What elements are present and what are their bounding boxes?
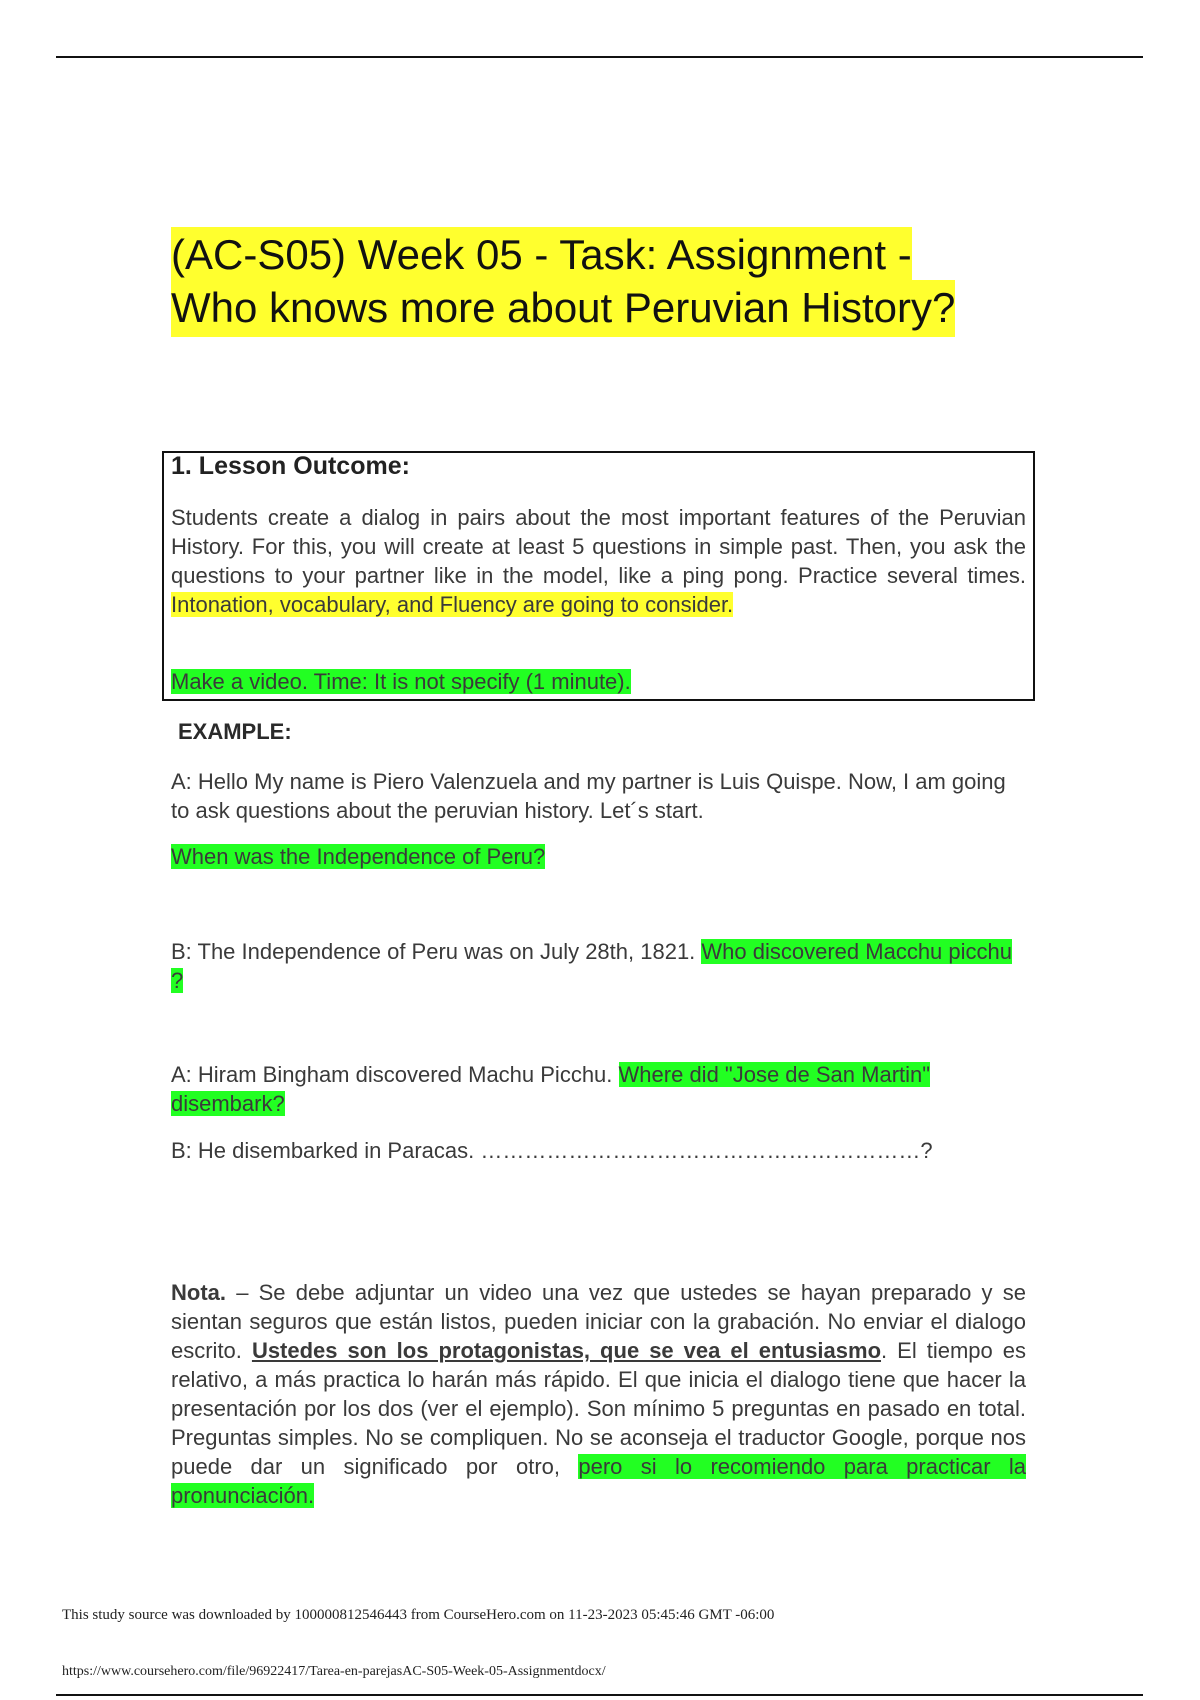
nota-paragraph (171, 1278, 1026, 1510)
dialog-question-3-text: Where did "Jose de San Martin" disembark? (171, 1062, 931, 1116)
video-instruction (171, 667, 1026, 696)
dialog-question-1 (171, 842, 1026, 871)
nota-emphasis: Ustedes son los protagonistas, que se vea el entusiasmo (251, 1338, 882, 1363)
source-url: https://www.coursehero.com/file/96922417/Tarea-en-parejasAC-S05-Week-05-Assignmentdocx/ (62, 1664, 606, 1679)
nota-label: Nota. (171, 1280, 226, 1305)
lesson-outcome-heading: 1. Lesson Outcome: (171, 452, 410, 480)
nota-highlight: pero si lo recomiendo para practicar la pronunciación. (171, 1454, 1027, 1508)
lesson-outcome-text (171, 503, 1026, 619)
top-rule (56, 56, 1143, 58)
dialog-question-2-text: Who discovered Macchu picchu ? (171, 939, 1012, 993)
title-line-1: (AC-S05) Week 05 - Task: Assignment - (171, 227, 912, 284)
dialog-line-a2-text: A: Hiram Bingham discovered Machu Picchu. (171, 1062, 619, 1087)
video-instruction-text: Make a video. Time: It is not specify (1 minute). (171, 669, 631, 694)
dialog-line-b1 (171, 937, 1026, 995)
download-source-note: This study source was downloaded by 100000812546443 from CourseHero.com on 11-23-2023 05:45:46 GMT -06:00 (62, 1607, 775, 1623)
nota-text-1: – Se debe adjuntar un video una vez que ustedes se hayan preparado y se sientan seguros que están listos, pueden iniciar con la grabación. No enviar el dialogo escrito. (171, 1280, 1026, 1363)
bottom-rule (56, 1694, 1143, 1696)
dialog-question-1-text: When was the Independence of Peru? (171, 844, 546, 869)
dialog-line-b1-text: B: The Independence of Peru was on July 28th, 1821. (171, 939, 702, 964)
example-heading: EXAMPLE: (178, 719, 292, 744)
title-line-2: Who knows more about Peruvian History? (171, 280, 955, 337)
dialog-line-b2: B: He disembarked in Paracas. ……………………………………………………? (171, 1138, 933, 1163)
page-title (171, 228, 1011, 334)
dialog-line-a2 (171, 1060, 1026, 1118)
nota-text-2: . El tiempo es relativo, a más practica lo harán más rápido. El que inicia el dialogo tiene que hacer la presentación por los dos (ver el ejemplo). Son mínimo 5 preguntas en pasado en total. Preguntas simples. No se compliquen. No se aconseja el traductor Google, porque nos puede dar un significado por otro, (171, 1338, 1027, 1479)
lesson-outcome-highlight: Intonation, vocabulary, and Fluency are going to consider. (171, 592, 734, 617)
dialog-line-a1: A: Hello My name is Piero Valenzuela and my partner is Luis Quispe. Now, I am going to ask questions about the peruvian history. Let´s start. (171, 769, 1006, 823)
lesson-outcome-body: Students create a dialog in pairs about the most important features of the Peruvian History. For this, you will create at least 5 questions in simple past. Then, you ask the questions to your partner like in the model, like a ping pong. Practice several times. (171, 505, 1026, 588)
